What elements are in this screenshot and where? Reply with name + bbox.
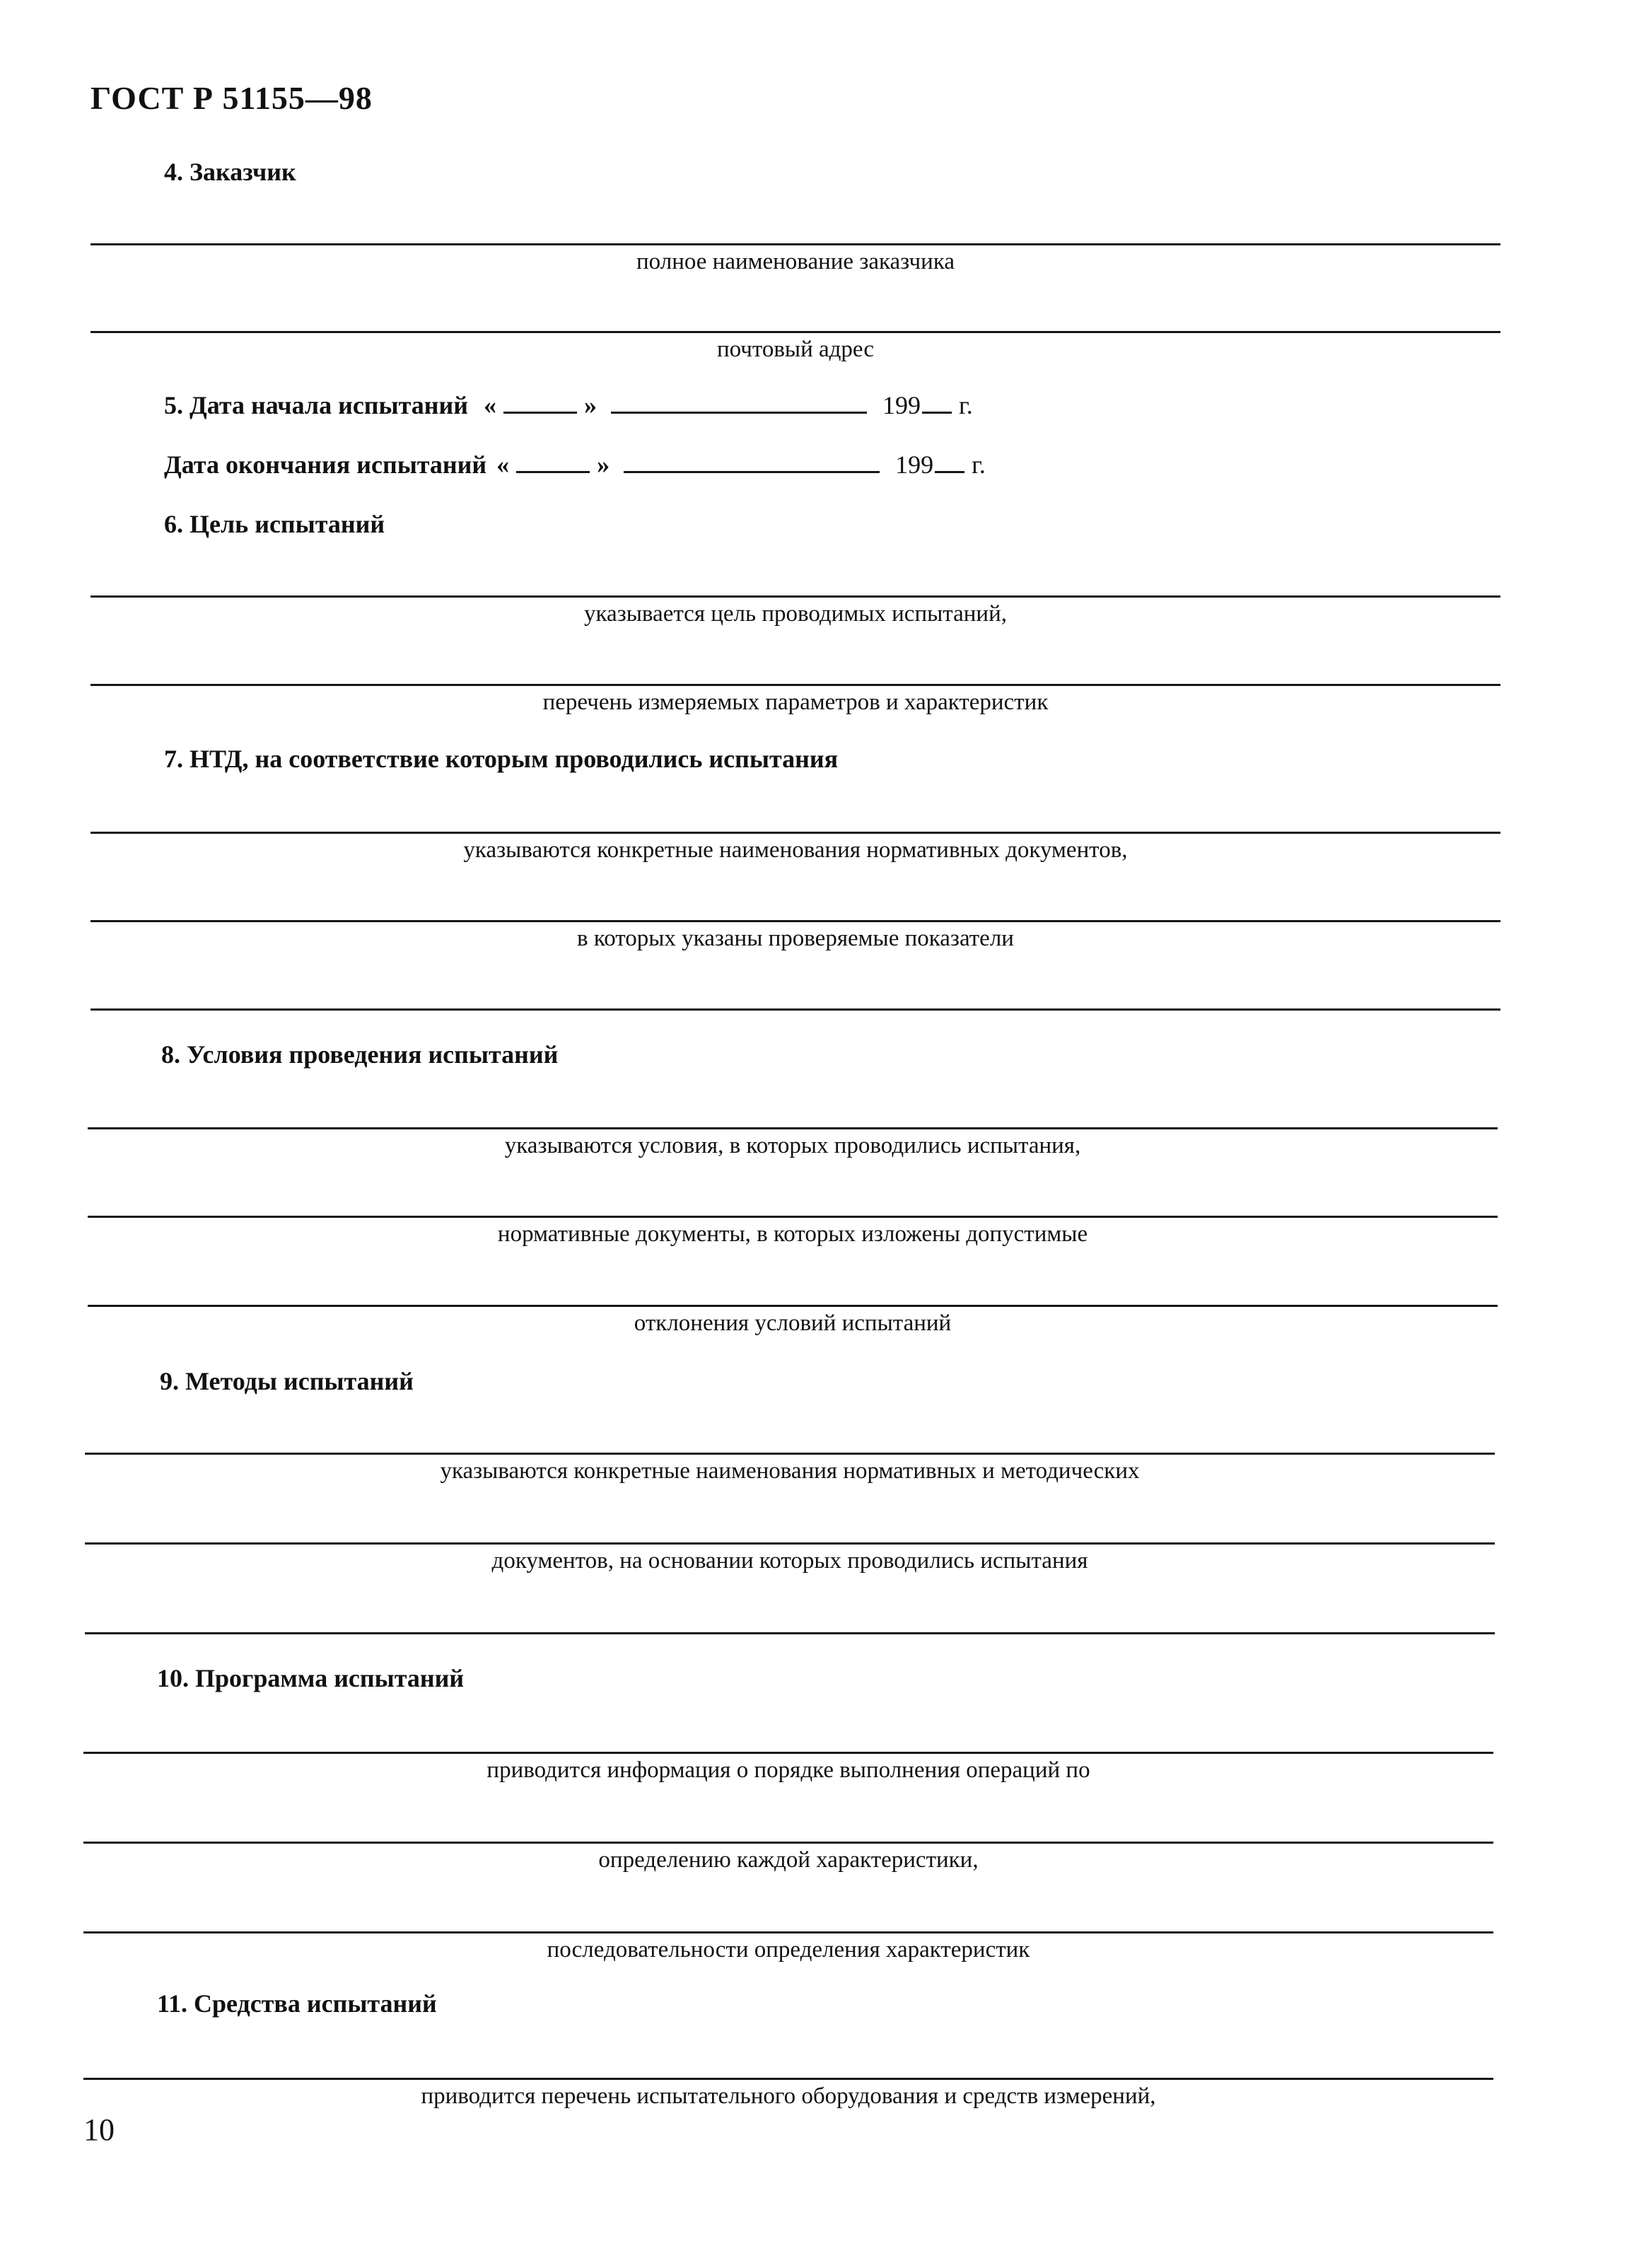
day-blank xyxy=(503,411,577,414)
year-blank xyxy=(935,470,964,473)
close-quote: » xyxy=(597,450,610,479)
caption: приводится перечень испытательного оборудования и средств измерений, xyxy=(421,2083,1156,2109)
caption: отклонения условий испытаний xyxy=(634,1310,952,1336)
fill-line xyxy=(83,1842,1493,1844)
caption: документов, на основании которых проводились испытания xyxy=(491,1548,1088,1574)
fill-line xyxy=(85,1453,1495,1455)
caption: нормативные документы, в которых изложены допустимые xyxy=(497,1221,1088,1247)
caption: полное наименование заказчика xyxy=(636,249,955,274)
section-7-heading: 7. НТД, на соответствие которым проводились испытания xyxy=(164,745,839,773)
year-prefix: 199 xyxy=(895,450,934,479)
month-blank xyxy=(624,470,880,473)
year-prefix: 199 xyxy=(882,391,921,419)
year-suffix: г. xyxy=(959,391,973,419)
fill-line xyxy=(88,1216,1498,1218)
section-9-heading: 9. Методы испытаний xyxy=(160,1367,414,1395)
section-10-heading: 10. Программа испытаний xyxy=(157,1664,465,1692)
open-quote: « xyxy=(484,391,496,419)
caption: указываются конкретные наименования нормативных документов, xyxy=(463,837,1128,863)
section-6-heading: 6. Цель испытаний xyxy=(164,510,385,538)
fill-line xyxy=(83,1752,1493,1754)
open-quote: « xyxy=(496,450,510,479)
fill-line xyxy=(91,832,1500,834)
caption: указываются конкретные наименования нормативных и методических xyxy=(440,1458,1140,1484)
year-blank xyxy=(922,411,952,414)
fill-line xyxy=(88,1305,1498,1307)
caption: указываются условия, в которых проводились испытания, xyxy=(504,1133,1081,1158)
start-date-line xyxy=(164,390,973,420)
document-header: ГОСТ Р 51155—98 xyxy=(91,80,373,116)
caption: указывается цель проводимых испытаний, xyxy=(584,601,1007,627)
fill-line xyxy=(91,243,1500,245)
section-8-heading: 8. Условия проведения испытаний xyxy=(161,1040,559,1069)
caption: почтовый адрес xyxy=(716,337,875,362)
year-suffix: г. xyxy=(972,450,986,479)
fill-line xyxy=(91,331,1500,333)
caption: перечень измеряемых параметров и характеристик xyxy=(542,690,1049,715)
day-blank xyxy=(516,470,590,473)
fill-line xyxy=(91,920,1500,922)
end-date-label: Дата окончания испытаний xyxy=(164,450,487,479)
caption: в которых указаны проверяемые показатели xyxy=(577,926,1014,951)
caption: последовательности определения характеристик xyxy=(547,1937,1030,1962)
fill-line xyxy=(91,595,1500,598)
caption: приводится информация о порядке выполнения операций по xyxy=(486,1757,1090,1783)
fill-line xyxy=(91,684,1500,686)
month-blank xyxy=(611,411,867,414)
section-4-heading: 4. Заказчик xyxy=(164,158,296,186)
section-11-heading: 11. Средства испытаний xyxy=(157,1989,437,2018)
start-date-label: 5. Дата начала испытаний xyxy=(164,391,468,419)
fill-line xyxy=(88,1127,1498,1129)
fill-line xyxy=(85,1632,1495,1634)
fill-line xyxy=(83,1931,1493,1933)
caption: определению каждой характеристики, xyxy=(598,1847,979,1873)
fill-line xyxy=(83,2078,1493,2080)
close-quote: » xyxy=(584,391,597,419)
fill-line xyxy=(85,1542,1495,1545)
fill-line xyxy=(91,1008,1500,1011)
end-date-line xyxy=(164,450,986,479)
page-number: 10 xyxy=(83,2112,115,2147)
